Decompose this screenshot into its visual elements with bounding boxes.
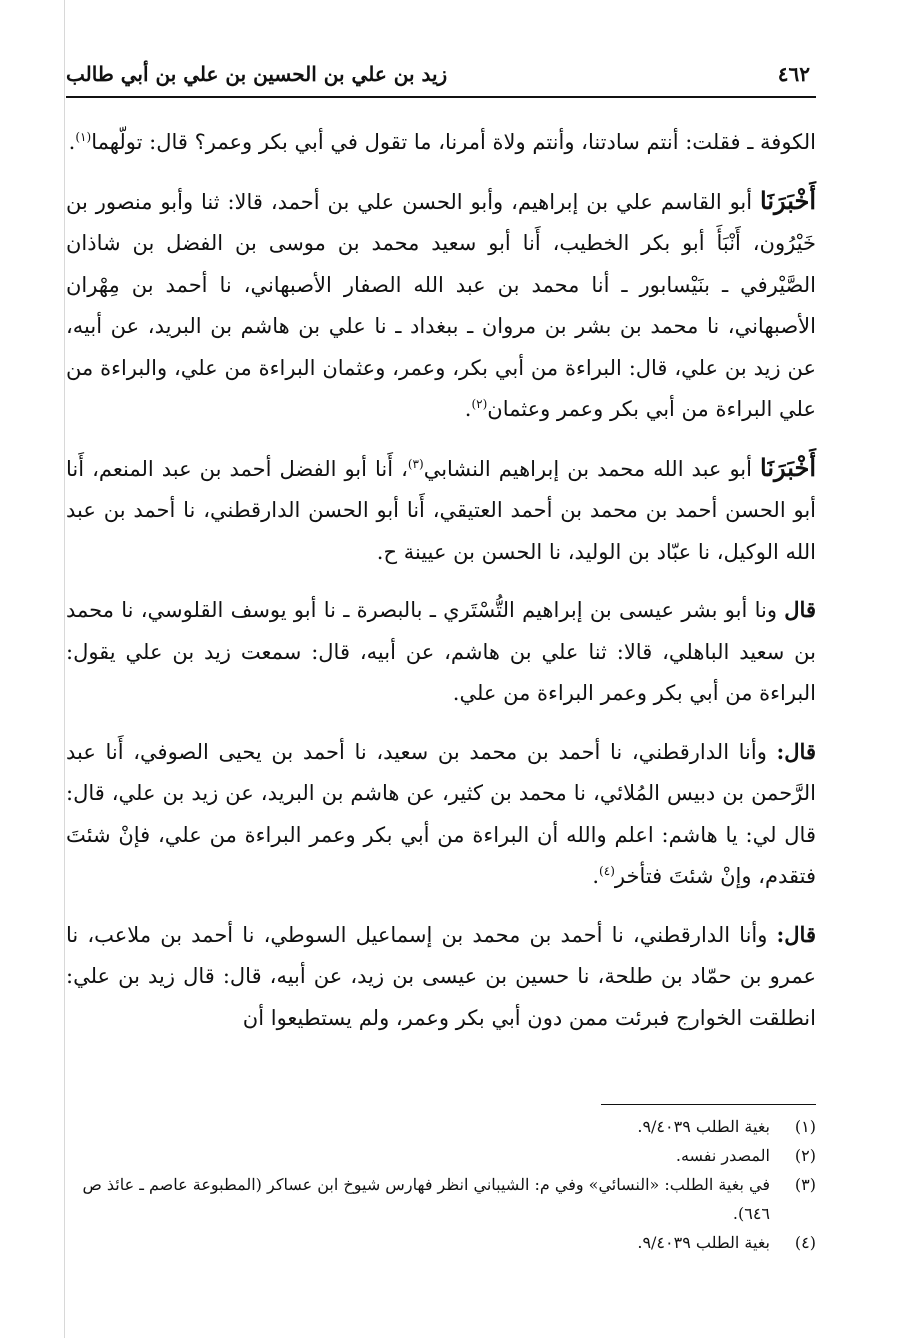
paragraph-lead: قال: [776, 738, 816, 764]
footnote-number: (١) [794, 1117, 816, 1136]
footnote-number: (٤) [794, 1233, 816, 1252]
paragraph [66, 589, 816, 715]
footnote-rule [601, 1104, 816, 1105]
running-title: زيد بن علي بن الحسين بن علي بن أبي طالب [66, 62, 448, 86]
footnote [66, 1228, 816, 1257]
footnotes [66, 1112, 816, 1257]
paragraph-text-end: . [68, 130, 76, 154]
paragraph [66, 180, 816, 431]
footnote-text: في بغية الطلب: «النسائي» وفي م: الشيباني انظر فهارس شيوخ ابن عساكر (المطبوعة عاصم ـ عائذ ص ٦٤٦). [82, 1175, 770, 1223]
paragraph [66, 122, 816, 164]
running-header [66, 56, 814, 94]
footnote-text: المصدر نفسه. [675, 1146, 770, 1165]
paragraph-text: الكوفة ـ فقلت: أنتم سادتنا، وأنتم ولاة أمرنا، ما تقول في أبي بكر وعمر؟ قال: تولّهما [91, 130, 816, 154]
paragraph [66, 914, 816, 1040]
main-text [66, 122, 816, 1055]
paragraph-lead: قال: [776, 921, 816, 947]
paragraph [66, 731, 816, 898]
paragraph-text: أبو القاسم علي بن إبراهيم، وأبو الحسن علي بن أحمد، قالا: ثنا وأبو منصور بن خَيْرُون، أَنْبَأَ أبو بكر الخطيب، أَنا أبو سعيد محمد بن موسى بن الفضل بن شاذان الصَّيْرفي ـ بنَيْسابور ـ أنا محمد بن عبد الله الصفار الأصبهاني، نا أحمد بن مِهْران الأصبهاني، نا محمد بن بشر بن مروان ـ ببغداد ـ نا علي بن هاشم بن البريد، عن أبيه، عن زيد بن علي، قال: البراءة من أبي بكر، وعمر، وعثمان البراءة من علي، والبراءة من علي البراءة من أبي بكر وعمر وعثمان [66, 189, 816, 421]
page-gutter-line [64, 0, 65, 1338]
footnote-ref: (٣) [407, 456, 424, 471]
paragraph-text-end: ، أَنا أبو الفضل أحمد بن عبد المنعم، أَنا أبو الحسن أحمد بن محمد بن أحمد العتيقي، أَنا أبو الحسن الدارقطني، نا أحمد بن عبد الله الوكيل، نا عبّاد بن الوليد، نا الحسن بن عيينة ح. [66, 456, 816, 564]
footnote [66, 1170, 816, 1228]
footnote-ref: (١) [75, 130, 92, 144]
paragraph-text: وأنا الدارقطني، نا أحمد بن محمد بن إسماعيل السوطي، نا أحمد بن ملاعب، نا عمرو بن حمّاد بن طلحة، نا حسين بن عيسى بن زيد، عن أبيه، قال: قال زيد بن علي: انطلقت الخوارج فبرئت ممن دون أبي بكر وعمر، ولم يستطيعوا أن [66, 922, 816, 1030]
paragraph-text: أبو عبد الله محمد بن إبراهيم النشابي [423, 456, 752, 481]
paragraph-lead: أَخْبَرَنَا [760, 452, 816, 482]
paragraph-text: ونا أبو بشر عيسى بن إبراهيم التُّسْتَري ـ بالبصرة ـ نا أبو يوسف القلوسي، نا محمد بن سعيد الباهلي، قالا: ثنا علي بن هاشم، عن أبيه، قال: سمعت زيد بن علي يقول: البراءة من أبي بكر وعمر البراءة من علي. [66, 598, 816, 705]
footnote-number: (٢) [794, 1146, 816, 1165]
footnote [66, 1141, 816, 1170]
paragraph-text: وأنا الدارقطني، نا أحمد بن محمد بن سعيد، نا أحمد بن يحيى الصوفي، أَنا عبد الرَّحمن بن دبيس المُلائي، نا محمد بن كثير، عن هاشم بن البريد، عن زيد بن علي، قال: قال لي: يا هاشم: اعلم والله أن البراءة من أبي بكر وعمر البراءة من علي، فإنْ شئتَ فتقدم، وإنْ شئتَ فتأخر [66, 739, 816, 888]
paragraph-lead: أَخْبَرَنَا [760, 185, 816, 215]
footnote-text: بغية الطلب ٩/٤٠٣٩. [637, 1233, 770, 1252]
paragraph-text-end: . [464, 397, 472, 421]
paragraph-text-end: . [592, 864, 600, 888]
footnote-number: (٣) [794, 1175, 816, 1194]
paragraph [66, 447, 816, 574]
footnote-ref: (٢) [471, 397, 488, 411]
header-rule [66, 96, 816, 98]
page-number: ٤٦٢ [777, 62, 810, 86]
footnote-ref: (٤) [599, 864, 615, 878]
paragraph-lead: قال [784, 597, 816, 622]
footnote-text: بغية الطلب ٩/٤٠٣٩. [637, 1117, 770, 1136]
footnote [66, 1112, 816, 1141]
